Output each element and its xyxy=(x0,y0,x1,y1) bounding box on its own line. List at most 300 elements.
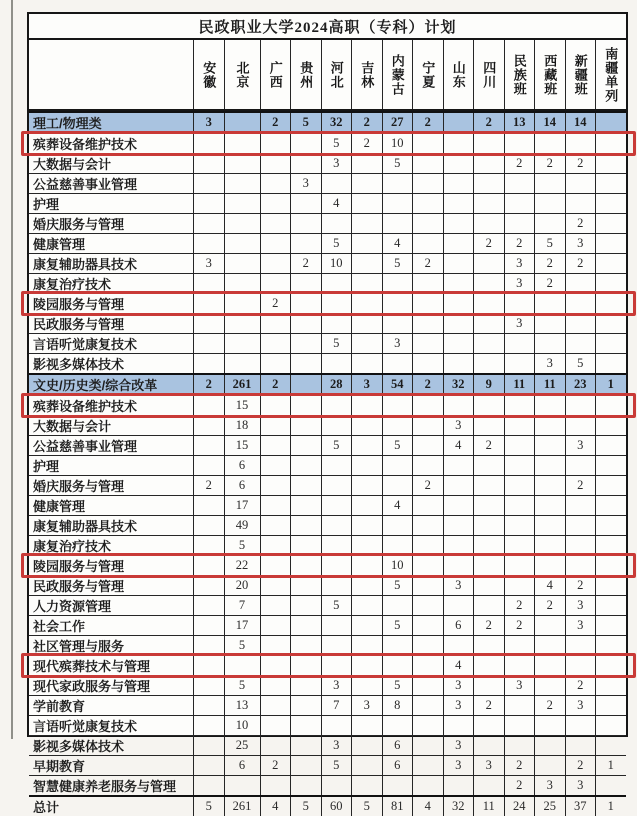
value-cell xyxy=(290,476,321,495)
table-row xyxy=(29,153,626,173)
value-cell xyxy=(260,314,291,333)
value-cell xyxy=(595,636,626,655)
value-cell xyxy=(351,496,382,515)
value-cell xyxy=(351,334,382,353)
value-cell xyxy=(260,354,291,373)
value-cell xyxy=(504,294,535,313)
value-cell xyxy=(504,396,535,415)
table-row xyxy=(29,515,626,535)
value-cell: 3 xyxy=(443,576,474,595)
value-cell xyxy=(412,436,443,455)
table-row xyxy=(29,273,626,293)
value-cell xyxy=(224,334,260,353)
row-label: 康复辅助器具技术 xyxy=(33,257,138,272)
value-cell xyxy=(595,656,626,675)
value-cell xyxy=(565,656,596,675)
value-cell xyxy=(565,396,596,415)
value-cell: 3 xyxy=(382,334,413,353)
value-cell: 81 xyxy=(382,797,413,816)
value-cell xyxy=(504,476,535,495)
value-cell: 3 xyxy=(473,756,504,775)
value-cell xyxy=(443,174,474,193)
value-cell: 5 xyxy=(321,596,352,615)
row-label: 大数据与会计 xyxy=(33,157,112,172)
table-row xyxy=(29,775,626,795)
column-header xyxy=(504,40,535,109)
value-cell: 5 xyxy=(290,797,321,816)
value-cell: 5 xyxy=(321,334,352,353)
value-cell xyxy=(290,616,321,635)
value-cell: 5 xyxy=(382,676,413,695)
value-cell xyxy=(412,234,443,253)
value-cell xyxy=(321,396,352,415)
value-cell: 261 xyxy=(224,375,260,394)
value-cell xyxy=(565,556,596,575)
value-cell xyxy=(504,576,535,595)
value-cell xyxy=(595,294,626,313)
value-cell: 1 xyxy=(595,797,626,816)
value-cell xyxy=(290,234,321,253)
value-cell xyxy=(595,696,626,715)
value-cell xyxy=(351,596,382,615)
value-cell: 2 xyxy=(412,476,443,495)
value-cell xyxy=(473,496,504,515)
value-cell xyxy=(290,636,321,655)
value-cell: 3 xyxy=(443,696,474,715)
value-cell xyxy=(595,476,626,495)
value-cell xyxy=(534,676,565,695)
value-cell xyxy=(473,134,504,153)
value-cell xyxy=(193,334,224,353)
value-cell xyxy=(565,496,596,515)
value-cell xyxy=(260,576,291,595)
value-cell: 17 xyxy=(224,496,260,515)
value-cell xyxy=(534,496,565,515)
value-cell xyxy=(443,354,474,373)
row-label: 民政服务与管理 xyxy=(33,317,125,332)
value-cell xyxy=(351,456,382,475)
table-body xyxy=(29,111,626,816)
value-cell xyxy=(412,696,443,715)
row-label: 康复辅助器具技术 xyxy=(33,519,138,534)
value-cell: 261 xyxy=(224,797,260,816)
value-cell xyxy=(351,556,382,575)
value-cell: 5 xyxy=(321,756,352,775)
value-cell: 1 xyxy=(595,375,626,394)
value-cell xyxy=(473,214,504,233)
value-cell xyxy=(565,194,596,213)
value-cell: 7 xyxy=(224,596,260,615)
value-cell: 3 xyxy=(443,416,474,435)
value-cell xyxy=(224,113,260,132)
value-cell: 3 xyxy=(504,274,535,293)
value-cell xyxy=(504,696,535,715)
value-cell xyxy=(290,334,321,353)
value-cell: 3 xyxy=(351,696,382,715)
row-label: 健康管理 xyxy=(33,237,86,252)
row-label: 健康管理 xyxy=(33,499,86,514)
value-cell xyxy=(193,174,224,193)
value-cell: 3 xyxy=(290,174,321,193)
column-header-label: 吉林 xyxy=(359,60,375,89)
table-row xyxy=(29,495,626,515)
row-label: 婚庆服务与管理 xyxy=(33,479,125,494)
value-cell: 3 xyxy=(321,676,352,695)
value-cell xyxy=(193,496,224,515)
value-cell xyxy=(473,576,504,595)
value-cell: 6 xyxy=(224,476,260,495)
value-cell xyxy=(260,154,291,173)
value-cell: 6 xyxy=(224,756,260,775)
value-cell xyxy=(412,456,443,475)
value-cell xyxy=(321,636,352,655)
value-cell xyxy=(534,656,565,675)
column-header xyxy=(412,40,443,109)
value-cell xyxy=(412,496,443,515)
row-label: 影视多媒体技术 xyxy=(33,739,125,754)
value-cell xyxy=(443,294,474,313)
value-cell xyxy=(321,716,352,735)
value-cell xyxy=(193,294,224,313)
column-header-label: 内蒙古 xyxy=(389,53,405,96)
value-cell: 2 xyxy=(565,214,596,233)
value-cell xyxy=(290,536,321,555)
value-cell xyxy=(321,476,352,495)
value-cell: 2 xyxy=(193,375,224,394)
value-cell xyxy=(412,294,443,313)
row-label: 陵园服务与管理 xyxy=(33,297,125,312)
value-cell: 2 xyxy=(473,696,504,715)
value-cell xyxy=(412,656,443,675)
value-cell: 60 xyxy=(321,797,352,816)
value-cell xyxy=(473,354,504,373)
row-label: 影视多媒体技术 xyxy=(33,357,125,372)
value-cell: 3 xyxy=(193,254,224,273)
value-cell xyxy=(321,314,352,333)
value-cell: 3 xyxy=(534,776,565,795)
value-cell: 3 xyxy=(565,616,596,635)
value-cell xyxy=(382,194,413,213)
value-cell: 2 xyxy=(473,616,504,635)
value-cell xyxy=(193,154,224,173)
value-cell xyxy=(321,456,352,475)
value-cell xyxy=(351,354,382,373)
table-row xyxy=(29,615,626,635)
value-cell: 5 xyxy=(290,113,321,132)
value-cell xyxy=(260,616,291,635)
value-cell xyxy=(193,716,224,735)
value-cell: 5 xyxy=(382,154,413,173)
value-cell xyxy=(565,174,596,193)
value-cell xyxy=(260,676,291,695)
value-cell xyxy=(321,496,352,515)
value-cell: 3 xyxy=(504,254,535,273)
value-cell xyxy=(351,174,382,193)
value-cell xyxy=(260,174,291,193)
value-cell: 2 xyxy=(534,596,565,615)
table-row xyxy=(29,675,626,695)
value-cell xyxy=(351,154,382,173)
value-cell xyxy=(351,536,382,555)
value-cell xyxy=(290,596,321,615)
value-cell xyxy=(473,596,504,615)
value-cell xyxy=(290,516,321,535)
value-cell xyxy=(321,616,352,635)
table-title-row xyxy=(29,14,626,40)
value-cell xyxy=(382,716,413,735)
value-cell xyxy=(595,274,626,293)
column-header-label: 新疆班 xyxy=(572,53,588,96)
value-cell xyxy=(351,396,382,415)
value-cell xyxy=(193,354,224,373)
row-label: 公益慈善事业管理 xyxy=(33,177,138,192)
value-cell: 7 xyxy=(321,696,352,715)
value-cell xyxy=(193,274,224,293)
value-cell: 11 xyxy=(473,797,504,816)
table-row xyxy=(29,795,626,816)
value-cell xyxy=(321,576,352,595)
column-header xyxy=(260,40,291,109)
value-cell xyxy=(290,396,321,415)
value-cell xyxy=(224,194,260,213)
value-cell xyxy=(473,636,504,655)
value-cell xyxy=(193,194,224,213)
value-cell xyxy=(595,134,626,153)
page-edge-line xyxy=(11,0,13,739)
value-cell xyxy=(290,716,321,735)
value-cell xyxy=(321,354,352,373)
value-cell xyxy=(473,194,504,213)
row-label: 护理 xyxy=(33,197,60,212)
value-cell xyxy=(504,516,535,535)
value-cell: 25 xyxy=(534,797,565,816)
value-cell xyxy=(260,716,291,735)
row-label: 现代殡葬技术与管理 xyxy=(33,659,151,674)
table-row xyxy=(29,333,626,353)
value-cell xyxy=(595,576,626,595)
column-header xyxy=(473,40,504,109)
value-cell xyxy=(473,476,504,495)
value-cell xyxy=(193,756,224,775)
value-cell xyxy=(595,496,626,515)
value-cell xyxy=(595,556,626,575)
value-cell xyxy=(565,334,596,353)
value-cell xyxy=(290,436,321,455)
table-row xyxy=(29,455,626,475)
value-cell xyxy=(193,576,224,595)
value-cell: 6 xyxy=(382,756,413,775)
value-cell xyxy=(443,194,474,213)
value-cell: 2 xyxy=(534,154,565,173)
enrollment-plan-table xyxy=(27,12,628,815)
table-row xyxy=(29,132,626,153)
value-cell xyxy=(351,234,382,253)
value-cell xyxy=(504,194,535,213)
value-cell xyxy=(382,314,413,333)
value-cell xyxy=(473,294,504,313)
value-cell xyxy=(565,516,596,535)
column-header xyxy=(321,40,352,109)
value-cell xyxy=(595,334,626,353)
value-cell xyxy=(534,294,565,313)
value-cell xyxy=(224,234,260,253)
value-cell xyxy=(290,456,321,475)
value-cell xyxy=(595,113,626,132)
table-title: 民政职业大学2024高职（专科）计划 xyxy=(198,19,457,36)
table-row xyxy=(29,715,626,735)
value-cell xyxy=(443,636,474,655)
value-cell xyxy=(260,416,291,435)
value-cell: 3 xyxy=(351,375,382,394)
value-cell: 3 xyxy=(504,676,535,695)
value-cell: 4 xyxy=(382,234,413,253)
column-header-label: 河北 xyxy=(328,60,344,89)
table-row xyxy=(29,373,626,394)
value-cell xyxy=(595,174,626,193)
value-cell xyxy=(290,556,321,575)
value-cell xyxy=(565,536,596,555)
value-cell: 6 xyxy=(443,616,474,635)
value-cell xyxy=(443,776,474,795)
value-cell xyxy=(351,716,382,735)
value-cell xyxy=(382,214,413,233)
value-cell: 18 xyxy=(224,416,260,435)
value-cell xyxy=(351,314,382,333)
value-cell xyxy=(412,154,443,173)
column-header xyxy=(443,40,474,109)
value-cell xyxy=(473,154,504,173)
value-cell xyxy=(443,476,474,495)
value-cell xyxy=(443,234,474,253)
column-header xyxy=(193,40,224,109)
row-label: 言语听觉康复技术 xyxy=(33,337,138,352)
table-row xyxy=(29,213,626,233)
value-cell xyxy=(534,756,565,775)
value-cell xyxy=(534,334,565,353)
value-cell: 2 xyxy=(504,596,535,615)
value-cell xyxy=(565,294,596,313)
value-cell xyxy=(412,756,443,775)
value-cell xyxy=(443,154,474,173)
value-cell: 15 xyxy=(224,436,260,455)
value-cell xyxy=(382,516,413,535)
row-label: 康复治疗技术 xyxy=(33,277,112,292)
row-label: 总计 xyxy=(33,800,60,815)
table-row xyxy=(29,193,626,213)
value-cell xyxy=(290,354,321,373)
value-cell xyxy=(473,334,504,353)
value-cell: 2 xyxy=(290,254,321,273)
column-header xyxy=(351,40,382,109)
table-row xyxy=(29,293,626,313)
value-cell: 4 xyxy=(443,436,474,455)
value-cell: 2 xyxy=(534,696,565,715)
table-row xyxy=(29,535,626,555)
value-cell: 27 xyxy=(382,113,413,132)
value-cell xyxy=(321,214,352,233)
value-cell: 2 xyxy=(473,113,504,132)
value-cell: 3 xyxy=(504,314,535,333)
value-cell xyxy=(412,174,443,193)
value-cell: 5 xyxy=(534,234,565,253)
value-cell: 1 xyxy=(595,756,626,775)
value-cell: 6 xyxy=(382,736,413,755)
value-cell xyxy=(473,676,504,695)
value-cell: 10 xyxy=(321,254,352,273)
value-cell xyxy=(473,174,504,193)
value-cell xyxy=(595,154,626,173)
value-cell: 49 xyxy=(224,516,260,535)
table-row xyxy=(29,435,626,455)
value-cell xyxy=(193,636,224,655)
value-cell: 2 xyxy=(504,234,535,253)
value-cell: 2 xyxy=(534,254,565,273)
value-cell xyxy=(534,416,565,435)
value-cell xyxy=(504,636,535,655)
row-label: 殡葬设备维护技术 xyxy=(33,137,138,152)
value-cell xyxy=(260,596,291,615)
value-cell xyxy=(443,254,474,273)
value-cell xyxy=(321,174,352,193)
value-cell xyxy=(534,194,565,213)
value-cell: 5 xyxy=(321,436,352,455)
value-cell xyxy=(504,456,535,475)
value-cell xyxy=(534,174,565,193)
table-row xyxy=(29,575,626,595)
value-cell xyxy=(290,274,321,293)
value-cell: 3 xyxy=(443,756,474,775)
value-cell: 4 xyxy=(443,656,474,675)
value-cell xyxy=(224,214,260,233)
column-header-label: 民族班 xyxy=(511,53,527,96)
value-cell xyxy=(473,516,504,535)
value-cell xyxy=(290,776,321,795)
value-cell: 4 xyxy=(534,576,565,595)
value-cell xyxy=(595,194,626,213)
value-cell: 2 xyxy=(565,154,596,173)
value-cell: 5 xyxy=(565,354,596,373)
table-row xyxy=(29,173,626,193)
value-cell xyxy=(382,536,413,555)
value-cell xyxy=(565,716,596,735)
value-cell xyxy=(534,556,565,575)
value-cell xyxy=(193,456,224,475)
value-cell xyxy=(595,616,626,635)
value-cell xyxy=(260,214,291,233)
value-cell xyxy=(412,214,443,233)
value-cell xyxy=(443,716,474,735)
value-cell: 37 xyxy=(565,797,596,816)
value-cell: 2 xyxy=(260,113,291,132)
row-label: 公益慈善事业管理 xyxy=(33,439,138,454)
value-cell: 2 xyxy=(565,676,596,695)
table-row xyxy=(29,313,626,333)
value-cell xyxy=(193,536,224,555)
value-cell xyxy=(534,616,565,635)
table-row xyxy=(29,635,626,655)
value-cell xyxy=(351,576,382,595)
value-cell: 3 xyxy=(565,436,596,455)
value-cell xyxy=(351,676,382,695)
value-cell: 2 xyxy=(565,756,596,775)
value-cell: 5 xyxy=(351,797,382,816)
value-cell xyxy=(321,656,352,675)
value-cell: 2 xyxy=(534,274,565,293)
value-cell xyxy=(443,516,474,535)
column-header-label: 安徽 xyxy=(201,60,217,89)
value-cell xyxy=(351,616,382,635)
value-cell xyxy=(193,596,224,615)
